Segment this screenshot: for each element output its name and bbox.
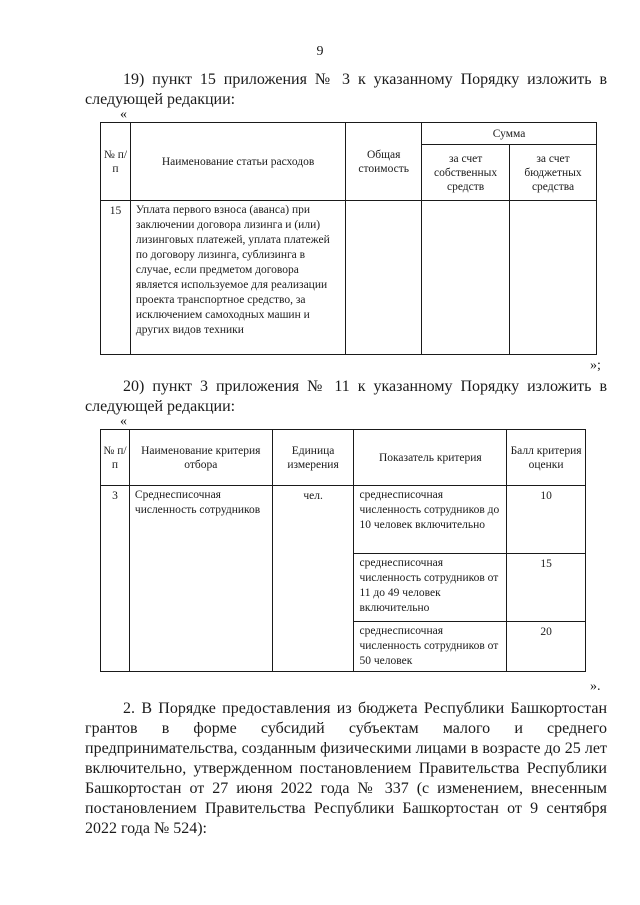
score-2: 15: [507, 554, 586, 622]
row-total-cost: [346, 201, 422, 355]
item19-open-quote: «: [120, 107, 127, 122]
item19-text: 19) пункт 15 приложения № 3 к указанному Порядку изложить в следующей редакции:: [85, 71, 607, 108]
row-unit: чел.: [272, 486, 354, 672]
indicator-1: среднесписочная численность сотрудников до 10 человек включительно: [354, 486, 507, 554]
expenses-table: [100, 122, 597, 355]
row-num: 3: [101, 486, 130, 672]
header-num: № п/п: [101, 123, 131, 201]
item19-close-quote: »;: [590, 358, 601, 373]
header-unit: Единица измерения: [272, 430, 354, 486]
item20-close-quote: ».: [590, 679, 601, 694]
row-expense-name: Уплата первого взноса (аванса) при заключении договора лизинга и (или) лизинговых платежей, уплата платежей по договору лизинга, сублизинга в случае, если предметом договора является используемое для реализации проекта транспортное средство, за исключением самоходных машин и других видов техники: [130, 201, 345, 355]
page-number: 9: [316, 44, 324, 59]
header-budget-funds: за счет бюджетных средства: [510, 145, 597, 201]
header-expense-name: Наименование статьи расходов: [130, 123, 345, 201]
row-num: 15: [101, 201, 131, 355]
item20-text: 20) пункт 3 приложения № 11 к указанному Порядку изложить в следующей редакции:: [85, 378, 607, 415]
section2-text: 2. В Порядке предоставления из бюджета Республики Башкортостан грантов в форме субсидий субъектам малого и среднего предпринимательства, созданным физическими лицами в возрасте до 25 лет включительно, утвержденном постановлением Правительства Республики Башкортостан от 27 июня 2022 года № 337 (с изменением, внесенным постановлением Правительства Республики Башкортостан от 9 сентября 2022 года № 524):: [85, 700, 607, 837]
header-indicator: Показатель критерия: [354, 430, 507, 486]
score-1: 10: [507, 486, 586, 554]
indicator-2: среднесписочная численность сотрудников от 11 до 49 человек включительно: [354, 554, 507, 622]
row-criterion-name: Среднесписочная численность сотрудников: [129, 486, 272, 672]
header-sum: Сумма: [422, 123, 597, 145]
score-3: 20: [507, 622, 586, 672]
header-criterion-name: Наименование критерия отбора: [129, 430, 272, 486]
header-own-funds: за счет собственных средств: [422, 145, 510, 201]
header-total-cost: Общая стоимость: [346, 123, 422, 201]
row-own-funds: [422, 201, 510, 355]
criteria-table: [100, 429, 586, 672]
row-budget-funds: [510, 201, 597, 355]
item20-open-quote: «: [120, 414, 127, 429]
indicator-3: среднесписочная численность сотрудников от 50 человек: [354, 622, 507, 672]
header-score: Балл критерия оценки: [507, 430, 586, 486]
header-num: № п/п: [101, 430, 130, 486]
